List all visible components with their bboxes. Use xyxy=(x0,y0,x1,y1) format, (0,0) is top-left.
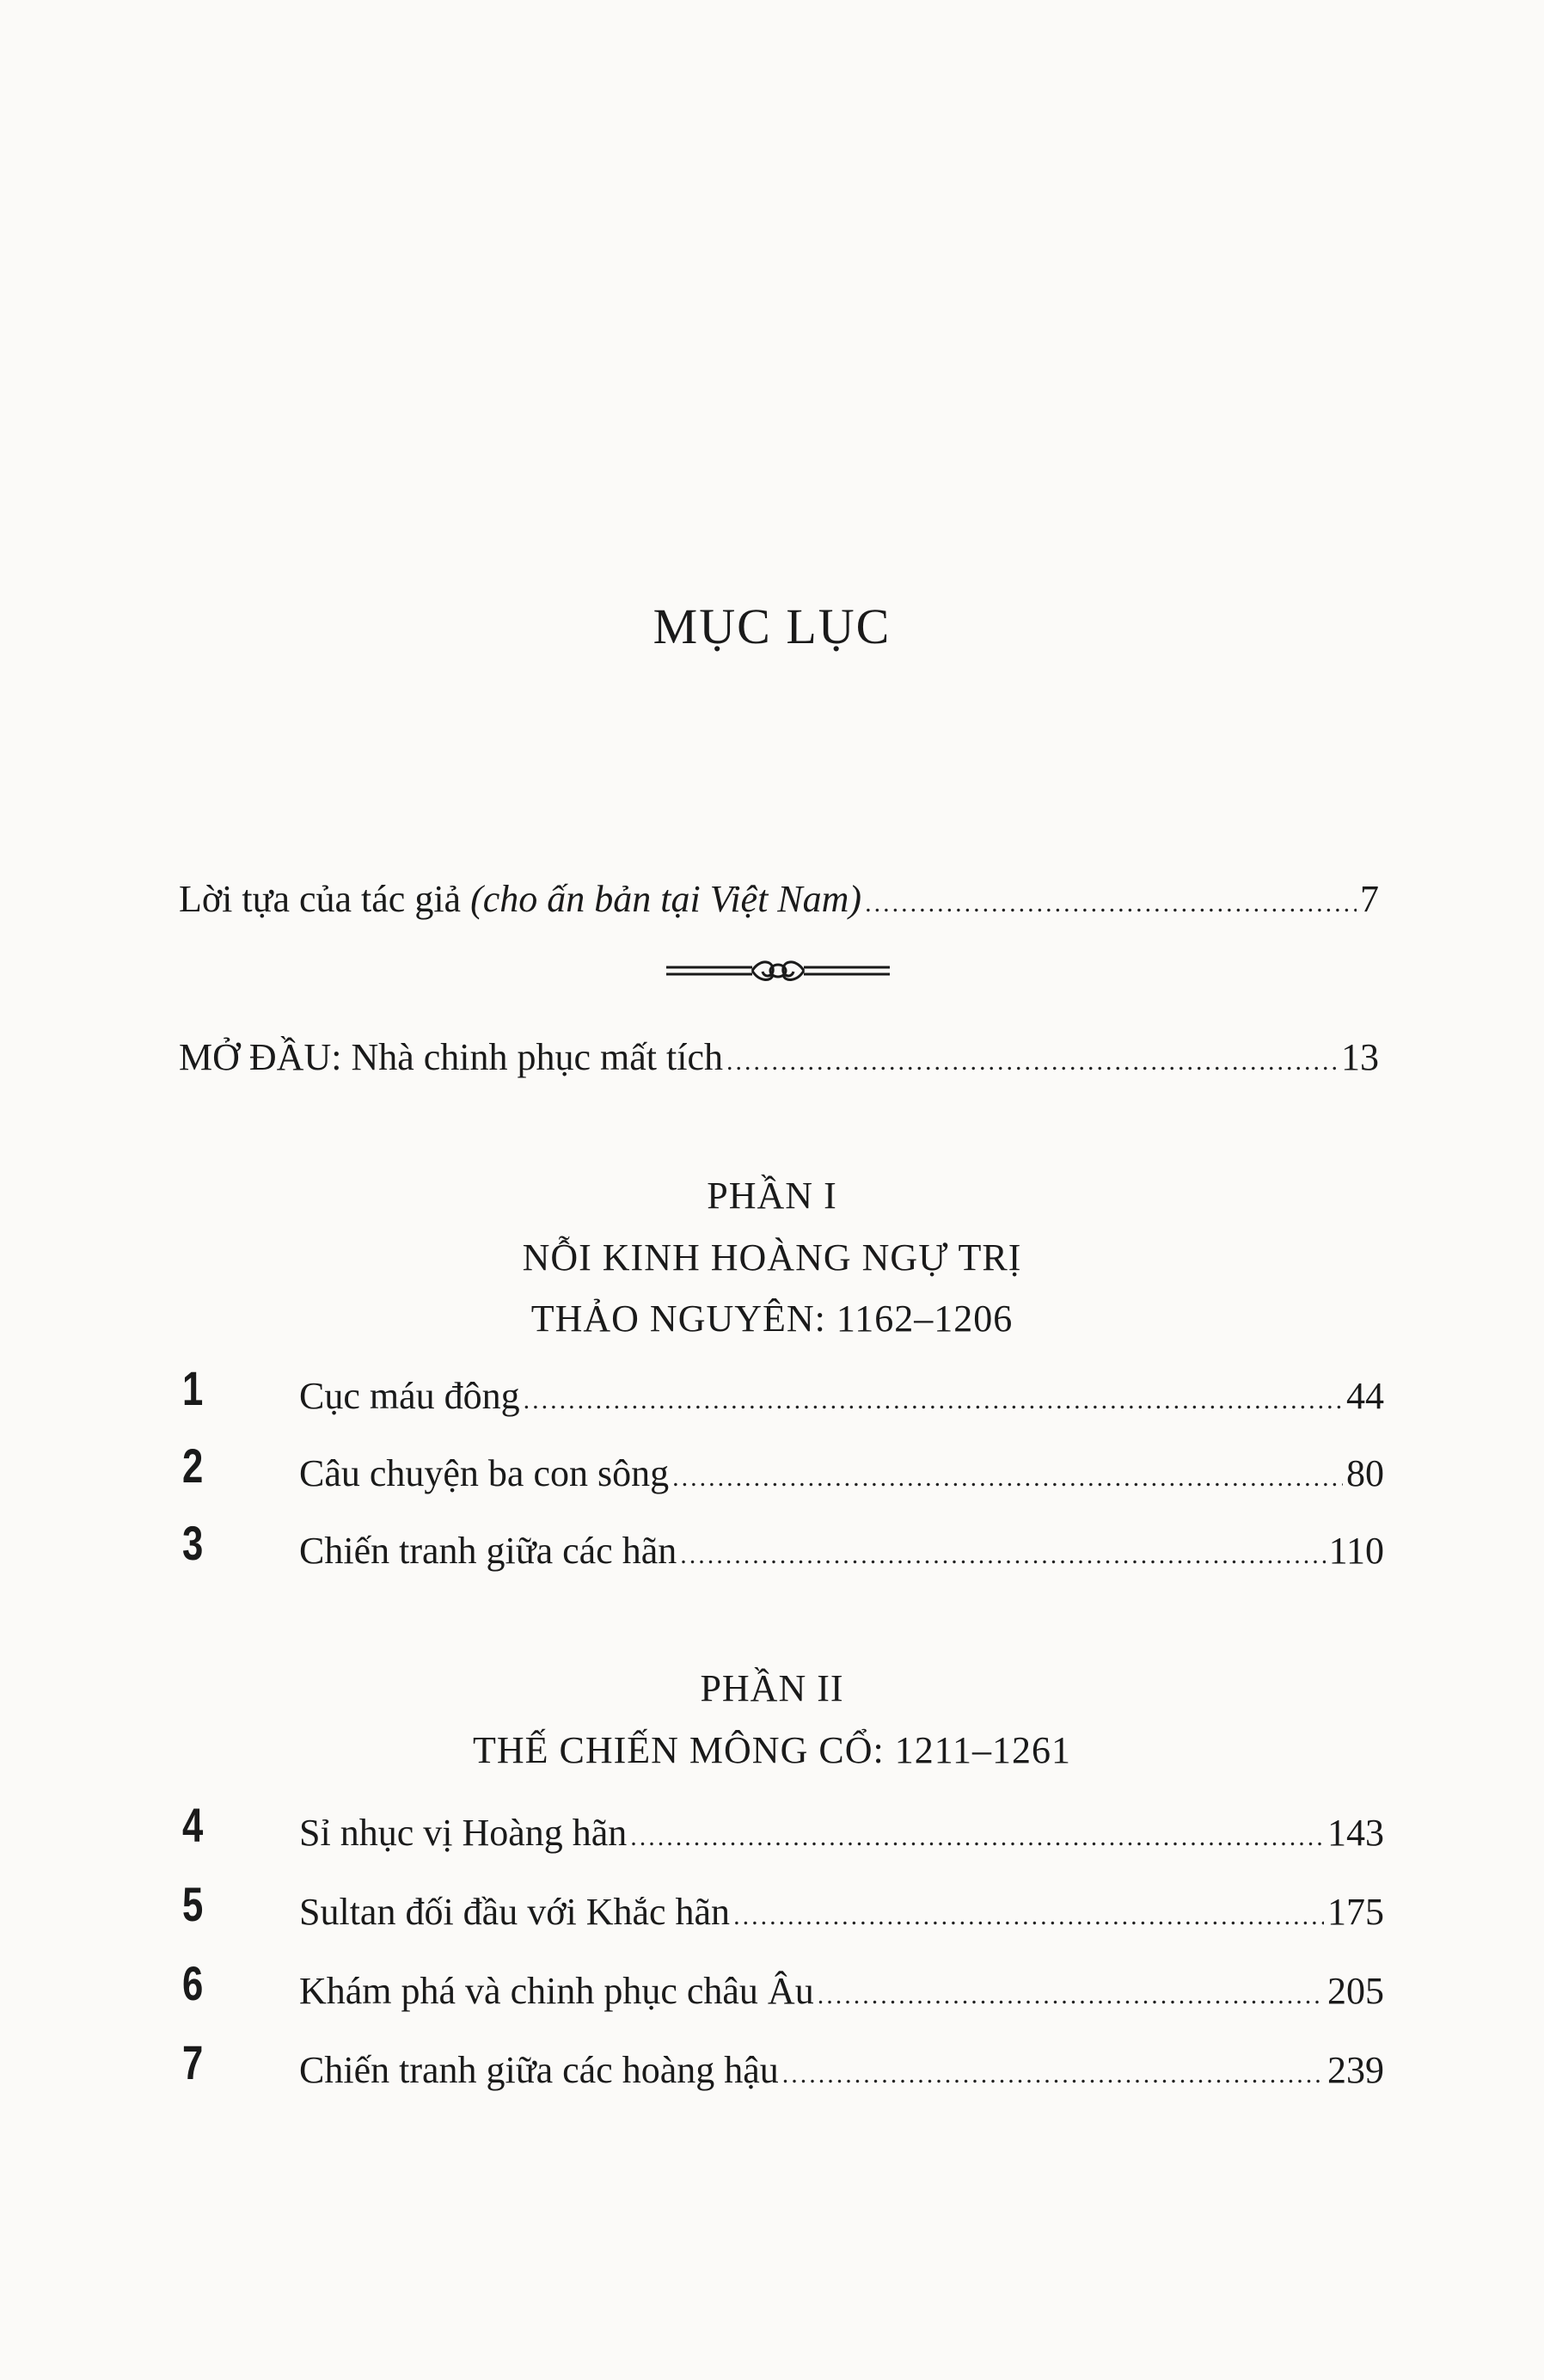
toc-entry-page: 110 xyxy=(1328,1530,1384,1572)
chapter-number: 5 xyxy=(182,1877,204,1931)
toc-entry-label: Sỉ nhục vị Hoàng hãn xyxy=(299,1812,628,1854)
toc-entry-label: Chiến tranh giữa các hoàng hậu xyxy=(299,2049,779,2091)
toc-entry-label: Câu chuyện ba con sông xyxy=(299,1452,670,1494)
toc-entry-chapter-3[interactable] xyxy=(299,1529,1384,1573)
part-1-heading-line-3: THẢO NGUYÊN: 1162–1206 xyxy=(530,1297,1014,1340)
scroll-divider-icon xyxy=(666,953,890,991)
toc-entry-page: 44 xyxy=(1346,1375,1384,1417)
dot-leader xyxy=(733,1902,1324,1931)
toc-entry-label: Lời tựa của tác giả (cho ấn bản tại Việt Nam) xyxy=(179,878,862,920)
toc-entry-chapter-6[interactable] xyxy=(299,1969,1384,2013)
toc-entry-label: Cục máu đông xyxy=(299,1375,520,1417)
dot-leader xyxy=(782,2060,1324,2089)
part-2-heading-line-2: THẾ CHIẾN MÔNG CỔ: 1211–1261 xyxy=(472,1729,1072,1771)
toc-entry-chapter-4[interactable] xyxy=(299,1811,1384,1855)
toc-entry-label: Sultan đối đầu với Khắc hãn xyxy=(299,1891,731,1933)
toc-entry-page: 143 xyxy=(1327,1812,1384,1854)
toc-entry-label: Chiến tranh giữa các hãn xyxy=(299,1530,677,1572)
toc-entry-page: 175 xyxy=(1327,1891,1384,1933)
part-2-heading-line-1: PHẦN II xyxy=(700,1667,844,1709)
toc-entry-page: 80 xyxy=(1346,1452,1384,1494)
dot-leader xyxy=(524,1386,1343,1415)
part-1-heading-line-1: PHẦN I xyxy=(707,1175,837,1217)
part-1-heading-line-2: NỖI KINH HOÀNG NGỰ TRỊ xyxy=(522,1236,1022,1279)
toc-entry-page: 7 xyxy=(1360,878,1379,920)
toc-entry-chapter-2[interactable] xyxy=(299,1451,1384,1495)
toc-entry-chapter-1[interactable] xyxy=(299,1374,1384,1418)
toc-entry-page: 13 xyxy=(1341,1036,1379,1078)
dot-leader xyxy=(818,1981,1324,2010)
toc-entry-preface[interactable] xyxy=(179,877,1379,921)
toc-entry-intro[interactable] xyxy=(179,1035,1379,1079)
dot-leader xyxy=(680,1541,1325,1570)
page-title: MỤC LỤC xyxy=(653,598,891,654)
chapter-number: 2 xyxy=(182,1438,204,1493)
dot-leader xyxy=(726,1047,1338,1077)
chapter-number: 4 xyxy=(182,1798,204,1852)
toc-entry-label: MỞ ĐẦU: Nhà chinh phục mất tích xyxy=(179,1036,723,1078)
toc-entry-chapter-5[interactable] xyxy=(299,1890,1384,1934)
chapter-number: 6 xyxy=(182,1956,204,2010)
chapter-number: 1 xyxy=(182,1361,204,1415)
dot-leader xyxy=(672,1463,1343,1493)
dot-leader xyxy=(865,889,1357,918)
chapter-number: 7 xyxy=(182,2035,204,2089)
toc-entry-page: 205 xyxy=(1327,1970,1384,2012)
chapter-number: 3 xyxy=(182,1516,204,1570)
dot-leader xyxy=(630,1823,1324,1852)
toc-entry-chapter-7[interactable] xyxy=(299,2048,1384,2092)
toc-entry-label: Khám phá và chinh phục châu Âu xyxy=(299,1970,814,2012)
toc-entry-page: 239 xyxy=(1327,2049,1384,2091)
